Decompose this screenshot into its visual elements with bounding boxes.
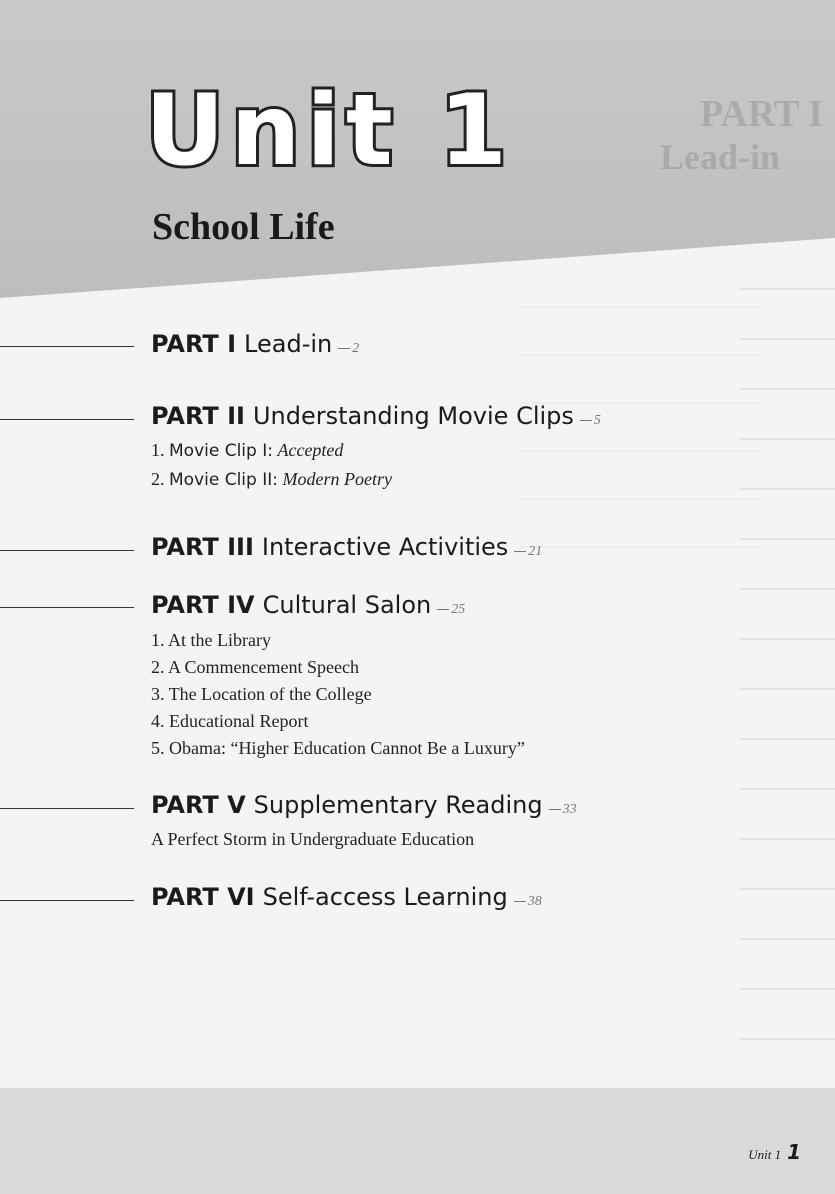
list-item[interactable]: 1. Movie Clip I: Accepted [151,440,344,461]
part-number: PART VI [151,883,255,911]
part-number: PART II [151,402,245,430]
footer-band [0,1088,835,1194]
page-number: 21 [528,544,543,559]
list-item[interactable]: 3. The Location of the College [151,684,372,704]
list-item[interactable]: 1. At the Library [151,630,271,650]
unit-subtitle: School Life [152,206,335,248]
part-heading[interactable] [151,591,465,619]
unit-title: Unit 1 [145,74,514,188]
part-title: Understanding Movie Clips [252,402,574,430]
bleed-through-text: PART I [700,93,823,135]
page-number: 2 [352,341,360,356]
part-title: Lead-in [244,330,333,358]
part-heading[interactable] [151,791,577,819]
part-title: Interactive Activities [261,533,509,561]
page-number: 25 [451,602,466,617]
entry-rule [0,419,134,420]
entry-rule [0,808,134,809]
part-number: PART I [151,330,237,358]
list-item[interactable]: 4. Educational Report [151,711,309,731]
part-title: Self-access Learning [262,883,508,911]
entry-rule [0,607,134,608]
list-item[interactable]: 2. Movie Clip II: Modern Poetry [151,469,392,490]
part-title: Supplementary Reading [253,791,543,819]
bleed-through-text: Lead-in [660,137,781,177]
list-item[interactable]: 2. A Commencement Speech [151,657,359,677]
page-footer [748,1140,801,1164]
entry-rule [0,346,134,347]
list-item[interactable]: 5. Obama: “Higher Education Cannot Be a Luxury” [151,738,525,758]
part-heading[interactable] [151,533,542,561]
part-heading[interactable] [151,883,542,911]
footer-unit-label: Unit 1 [748,1147,782,1162]
page-number: 38 [527,894,542,909]
part-title: Cultural Salon [262,591,432,619]
entry-rule [0,900,134,901]
part-number: PART III [151,533,254,561]
entry-rule [0,550,134,551]
part-heading[interactable] [151,402,601,430]
part-number: PART IV [151,591,255,619]
page-number: 33 [562,802,577,817]
page-number: 5 [593,413,601,428]
footer-page-number: 1 [787,1140,801,1164]
part-heading[interactable] [151,330,359,358]
part-number: PART V [151,791,246,819]
list-item[interactable]: A Perfect Storm in Undergraduate Education [151,829,475,849]
